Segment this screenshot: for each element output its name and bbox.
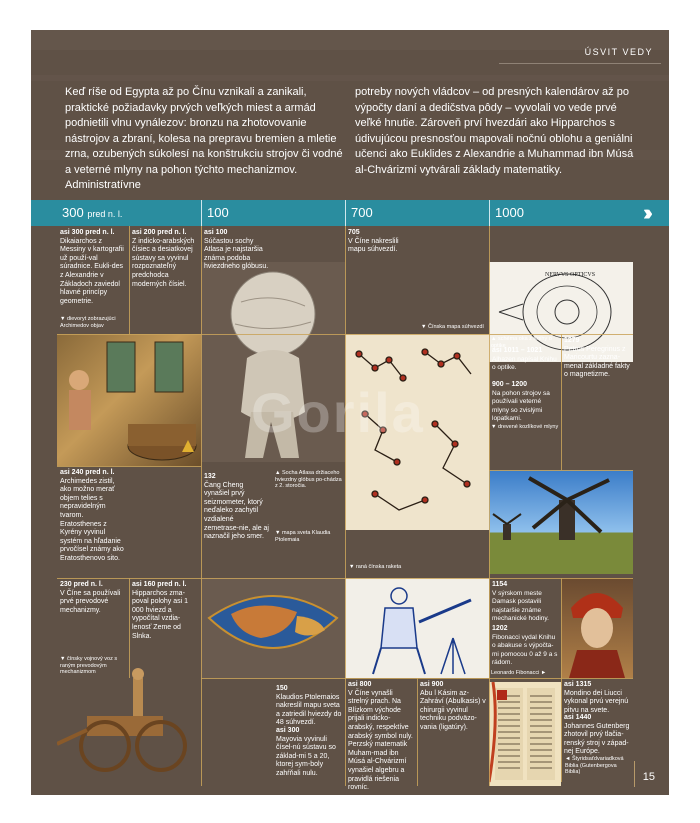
entry-1154: 1154 V sýrskom meste Damask postavili najstaršie známe mechanické hodiny. [492, 581, 549, 623]
section-title: ÚSVIT VEDY [584, 47, 653, 57]
windmill-image [489, 470, 633, 574]
entry-1202: 1202 Fibonacci vydal Knihu o abakuse s výpočta-mi pomocou 0 až 9 a s rádom. [492, 625, 558, 667]
entry-160bc: asi 160 pred n. l. Hipparchos zma-poval polohy asi 1 000 hviezd a vypočítal vzdia-lenosť Zeme od Slnka. [132, 581, 189, 640]
grid-line [57, 334, 633, 335]
caption-eye: ▲ schéma oka z Knihy o optike [491, 336, 552, 349]
entry-1440: asi 1440 Johannes Gutenberg zhotovil prvý tlačia-renský stroj v západ-nej Európe. [564, 714, 630, 756]
era-100: 100 [201, 200, 345, 226]
entry-1315: asi 1315 Mondino dei Liucci vykonal prvú verejnú pitvu na svete. [564, 681, 629, 714]
entry-1011: asi 1011 – 1021 Alhazen napísal Knihu o optike. [492, 347, 557, 372]
entry-900-1200: 900 – 1200 Na pohon strojov sa používali veterné mlyny so zvislými lopatkami. [492, 381, 550, 423]
entry-800: asi 800 V Číne vynašli strelný prach. Na Blízkom východe prijali indicko-arabský, respektíve arabský symbol nuly. Perzský matematik Muham-mad ibn Músá al-Chvárizmí vynašiel algebru a pravidlá riešenia rovníc. [348, 681, 413, 792]
page-number-rule [634, 761, 635, 787]
svg-text:NERVVS OPTICVS: NERVVS OPTICVS [545, 272, 596, 278]
timeline-panel [31, 30, 669, 795]
era-300bc: 300 pred n. l. [62, 205, 123, 220]
header-rule [499, 63, 661, 64]
gutenberg-bible-image [489, 682, 561, 786]
entry-300: asi 300 Mayovia vyvinuli čísel-nú sústavu so základ-mi 5 a 20, ktorej sym-boly zahŕňali nulu. [276, 727, 336, 777]
grid-line [489, 470, 633, 471]
entry-1279: 1279 Petrus Peregrinus z Maricourtu zazna-menal základné fakty o magnetizme. [564, 337, 630, 379]
archimedes-bath-image [57, 334, 201, 466]
intro-right: potreby nových vládcov – od presných kalendárov až po výpočty daní a dedičstva pôdy – vyvolali vo vede prvé veľké hnutie. Zároveň prví hvezdári ako Hipparchos s údivujúcou presnosťou mapovali nočnú oblohu a geniálni učenci ako Euklides z Alexandrie a Muhammad ibn Músá al-Chvárizmí vytvárali základy matematiky. [355, 86, 634, 176]
grid-line [489, 226, 490, 786]
entry-200bc: asi 200 pred n. l. Z indicko-arabských čísiec a desiatkovej sústavy sa vyvinul rozpoznateľný predchodca moderných čísiel. [132, 229, 195, 288]
chinese-rocket-image [345, 578, 489, 678]
ptolemy-map-image [201, 578, 345, 678]
entry-150: 150 Klaudios Ptolemaios nakreslil mapu sveta a zatriedil hviezdy do 48 súhvezdí. [276, 685, 342, 727]
caption-bible: ◄ Štyridsaťdvariadková Biblia (Gutenbergova Biblia) [565, 756, 624, 775]
watermark: Gorila [251, 381, 425, 444]
entry-132: 132 Čang Cheng vynašiel prvý seizmometer, ktorý neďaleko zachytil vzdialené zemetrase-nie, ale aj naznačil jeho smer. [204, 473, 269, 541]
caption-archimedes: ▼ dievoryt zobrazujúci Archimedov objav [60, 316, 116, 329]
page-number: 15 [642, 771, 655, 783]
entry-240bc: asi 240 pred n. l. Archimedes zistil, ako možno merať objem telies s nepravidelným tvarom. Eratosthenes z Kyrény vyvinul systém na hľadanie prvočísel známy ako Eratosthenovo sito. [60, 469, 124, 562]
caption-rocket: ▼ raná čínska raketa [349, 564, 402, 570]
arrow-chevrons-icon: ››› [643, 200, 647, 225]
era-1000: 1000 [489, 200, 633, 226]
timeline-grid [57, 226, 633, 792]
caption-chariot: ▼ čínsky vojnový voz s raným prevodovým mechanizmom [60, 656, 118, 675]
intro-left: Keď ríše od Egypta až po Čínu vznikali a zanikali, praktické požiadavky prvých veľkých miest a armád podnietili vlnu vynálezov: bronzu na zhotovovanie nástrojov a zbraní, kolesa na prepravu bremien a mletie zrna, ozubených súkolesí na konštrukciu strojov či vodné a veterné mlyny na pohon týchto mechanizmov. Administratívne [65, 86, 343, 191]
caption-fibonacci: Leonardo Fibonacci ► [491, 670, 547, 676]
caption-ptolemy: ▼ mapa sveta Klaudia Ptolemaia [275, 530, 331, 543]
caption-windmills: ▼ drevené kozlíkové mlyny [491, 424, 559, 430]
fibonacci-portrait-image [561, 578, 633, 678]
entry-100: asi 100 Súčastou sochy Atlasa je najstaršia známa podoba hviezdneho glóbusu. [204, 229, 269, 271]
entry-705: 705 V Číne nakreslili mapu súhvezdí. [348, 229, 399, 254]
caption-atlas: ▲ Socha Atlasa držiaceho hviezdny glóbus po-chádza z 2. storočia. [275, 470, 342, 489]
era-700: 700 [345, 200, 489, 226]
caption-star-map: ▼ Čínska mapa súhvezdí [421, 324, 484, 330]
entry-900: asi 900 Abu l Kásim az-Zahráví (Abulkasis) v chirurgii vyvinul techniku podväzo-vania (ligatúry). [420, 681, 486, 731]
entry-300bc: asi 300 pred n. l. Dikaiarchos z Messiny v kartografii už použí-val súradnice. Eukli-des z Alexandrie v Základoch zaviedol hlavné princípy geometrie. [60, 229, 124, 305]
entry-230bc: 230 pred n. l. V Číne sa používali prvé prevodové mechanizmy. [60, 581, 121, 614]
